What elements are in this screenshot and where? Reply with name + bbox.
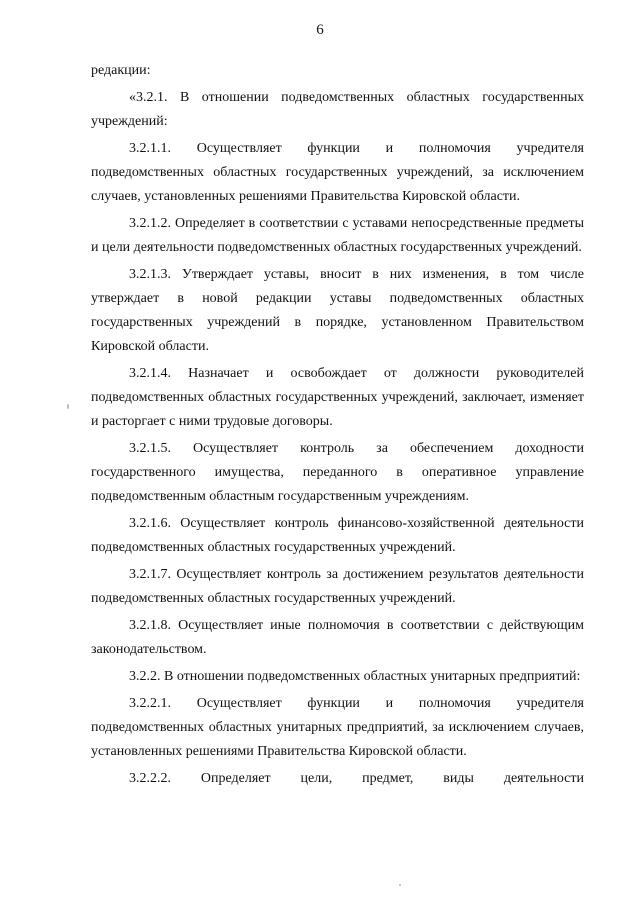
scan-speck	[399, 884, 401, 886]
paragraph-3-2-1-3: 3.2.1.3. Утверждает уставы, вносит в них изменения, в том числе утверждает в новой редакции уставы подведомственных областных государственных учреждений в порядке, установленном Правительством Кировской области.	[91, 267, 584, 354]
paragraph-intro: редакции:	[91, 63, 151, 78]
paragraph-3-2-2-2: 3.2.2.2. Определяет цели, предмет, виды деятельности	[129, 771, 584, 786]
paragraph-3-2-1-6: 3.2.1.6. Осуществляет контроль финансово-хозяйственной деятельности подведомственных областных государственных учреждений.	[91, 516, 584, 555]
paragraph-3-2-1: «3.2.1. В отношении подведомственных областных государственных учреждений:	[91, 90, 584, 129]
document-body	[91, 59, 584, 794]
paragraph-3-2-1-5: 3.2.1.5. Осуществляет контроль за обеспечением доходности государственного имущества, переданного в оперативное управление подведомственным областным государственным учреждениям.	[91, 441, 584, 504]
page-number: 6	[316, 22, 324, 38]
scan-speck	[67, 404, 69, 409]
paragraph-3-2-2: 3.2.2. В отношении подведомственных областных унитарных предприятий:	[129, 669, 581, 684]
paragraph-3-2-1-8: 3.2.1.8. Осуществляет иные полномочия в соответствии с действующим законодательством.	[91, 618, 584, 657]
paragraph-3-2-2-1: 3.2.2.1. Осуществляет функции и полномочия учредителя подведомственных областных унитарных предприятий, за исключением случаев, установленных решениями Правительства Кировской области.	[91, 696, 584, 759]
paragraph-3-2-1-7: 3.2.1.7. Осуществляет контроль за достижением результатов деятельности подведомственных областных государственных учреждений.	[91, 567, 584, 606]
paragraph-3-2-1-2: 3.2.1.2. Определяет в соответствии с уставами непосредственные предметы и цели деятельности подведомственных областных государственных учреждений.	[91, 216, 584, 255]
paragraph-3-2-1-4: 3.2.1.4. Назначает и освобождает от должности руководителей подведомственных областных государственных учреждений, заключает, изменяет и расторгает с ними трудовые договоры.	[91, 366, 584, 429]
paragraph-3-2-1-1: 3.2.1.1. Осуществляет функции и полномочия учредителя подведомственных областных государственных учреждений, за исключением случаев, установленных решениями Правительства Кировской области.	[91, 141, 584, 204]
